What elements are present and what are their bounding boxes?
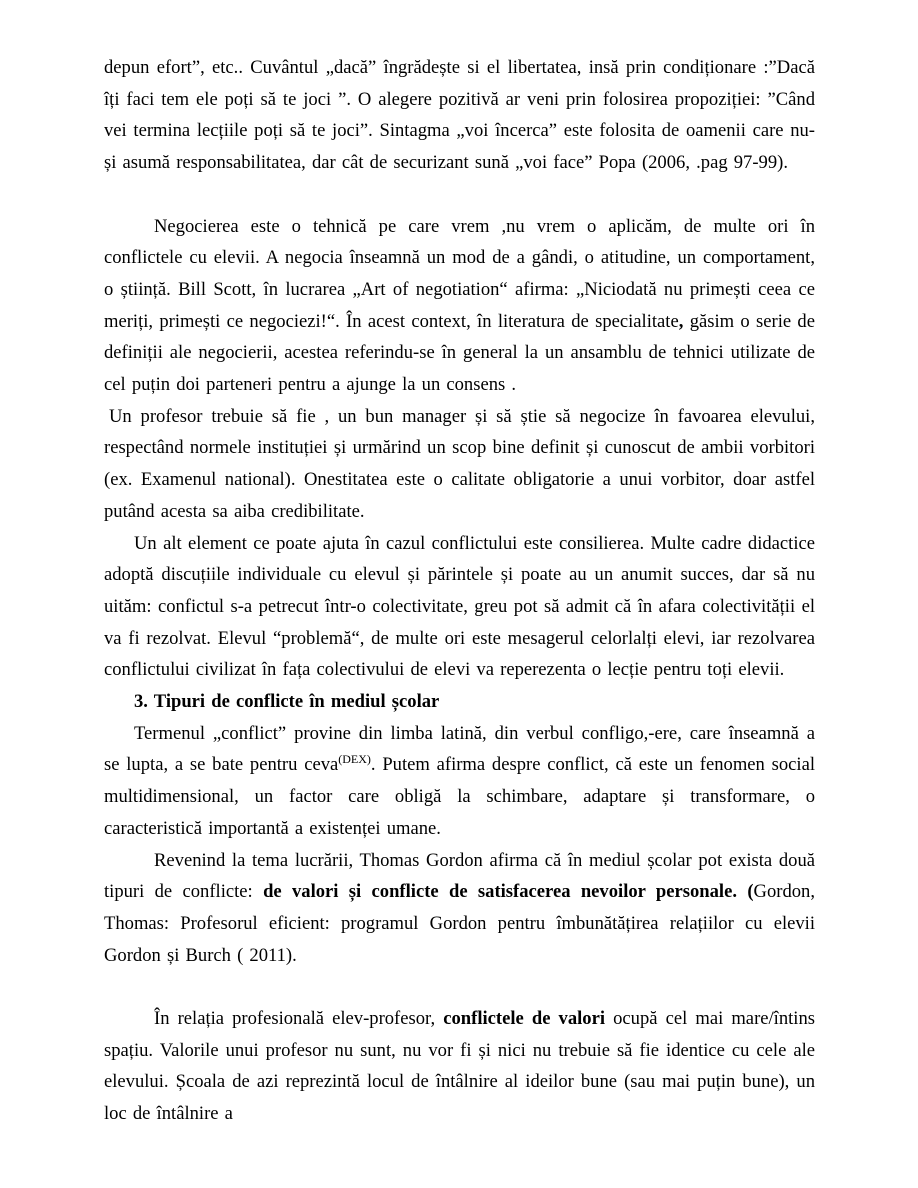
blank-line xyxy=(104,179,815,211)
text-run: Gordon, Thomas: Profesorul eficient: programul Gordon pentru îmbunătățirea relațiilor cu elevii Gordon și Burch ( 2011). xyxy=(104,881,815,966)
section-heading xyxy=(104,686,815,718)
paragraph xyxy=(104,211,815,401)
text-run: 3. Tipuri de conflicte în mediul școlar xyxy=(134,691,440,713)
text-run: . Putem afirma despre conflict, că este un fenomen social multidimensional, un factor care obligă la schimbare, adaptare și transformare, o caracteristică importantă a existenței umane. xyxy=(104,754,815,839)
text-run: depun efort”, etc.. Cuvântul „dacă” îngrădește si el libertatea, insă prin condiționare :”Dacă îți faci tem ele poți să te joci ”. O alegere pozitivă ar veni prin folosirea propoziției: ”Când vei termina lecțiile poți să te joci”. Sintagma „voi încerca” este folosita de oamenii care nu-și asumă responsabilitatea, dar cât de securizant sună „voi face” Popa (2006, .pag 97-99). xyxy=(104,57,815,174)
text-run: de valori și conflicte de satisfacerea nevoilor personale. ( xyxy=(263,881,754,903)
text-run: , xyxy=(678,310,684,332)
text-run: Un profesor trebuie să fie , un bun manager și să știe să negocize în favoarea elevului, respectând normele instituției și urmărind un scop bine definit și cunoscut de ambii vorbitori (ex. Examenul national). Onestitatea este o calitate obligatorie a unui vorbitor, doar astfel putând acesta sa aiba credibilitate. xyxy=(104,405,815,522)
superscript-run: (DEX) xyxy=(338,752,371,767)
text-run: Termenul „conflict” provine din limba latină, din verbul confligo,-ere, care înseamnă a se lupta, a se bate pentru ceva xyxy=(104,722,815,776)
paragraph xyxy=(104,52,815,179)
text-run: În relația profesională elev-profesor, xyxy=(154,1008,444,1030)
text-run: ocupă cel mai mare/întins spațiu. Valorile unui profesor nu sunt, nu vor fi și nici nu trebuie să fie identice cu cele ale elevului. Școala de azi reprezintă locul de întâlnire al ideilor bune (sau mai puțin bune), un loc de întâlnire a xyxy=(104,1008,816,1125)
paragraph xyxy=(104,845,815,972)
text-run: conflictele de valori xyxy=(443,1008,606,1030)
paragraph xyxy=(104,401,815,528)
blank-line xyxy=(104,971,815,1003)
text-run: găsim o serie de definiții ale negocierii, acestea referindu-se în general la un ansamblu de tehnici utilizate de cel puțin doi parteneri pentru a ajunge la un consens . xyxy=(104,310,815,396)
paragraph xyxy=(104,528,815,687)
text-run: Negocierea este o tehnică pe care vrem ,nu vrem o aplicăm, de multe ori în conflictele cu elevii. A negocia înseamnă un mod de a gândi, o atitudine, un comportament, o știință. Bill Scott, în lucrarea „Art of negotiation“ afirma: „Niciodată nu primești ceea ce meriți, primești ce negociezi!“. În acest context, în literatura de specialitate xyxy=(104,215,815,332)
paragraph xyxy=(104,1003,815,1130)
document-body xyxy=(104,52,815,1130)
text-run: Un alt element ce poate ajuta în cazul conflictului este consilierea. Multe cadre didactice adoptă discuțiile individuale cu elevul și părintele și poate au un anumit succes, dar să nu uităm: confictul s-a petrecut într-o colectivitate, greu pot să admit că în afara colectivității el va fi rezolvat. Elevul “problemă“, de multe ori este mesagerul celorlalți elevi, iar rezolvarea conflictului civilizat în fața colectivului de elevi va reperezenta o lecție pentru toți elevii. xyxy=(104,532,815,681)
text-run: Revenind la tema lucrării, Thomas Gordon afirma că în mediul școlar pot exista două tipuri de conflicte: xyxy=(104,849,815,903)
paragraph xyxy=(104,718,815,845)
